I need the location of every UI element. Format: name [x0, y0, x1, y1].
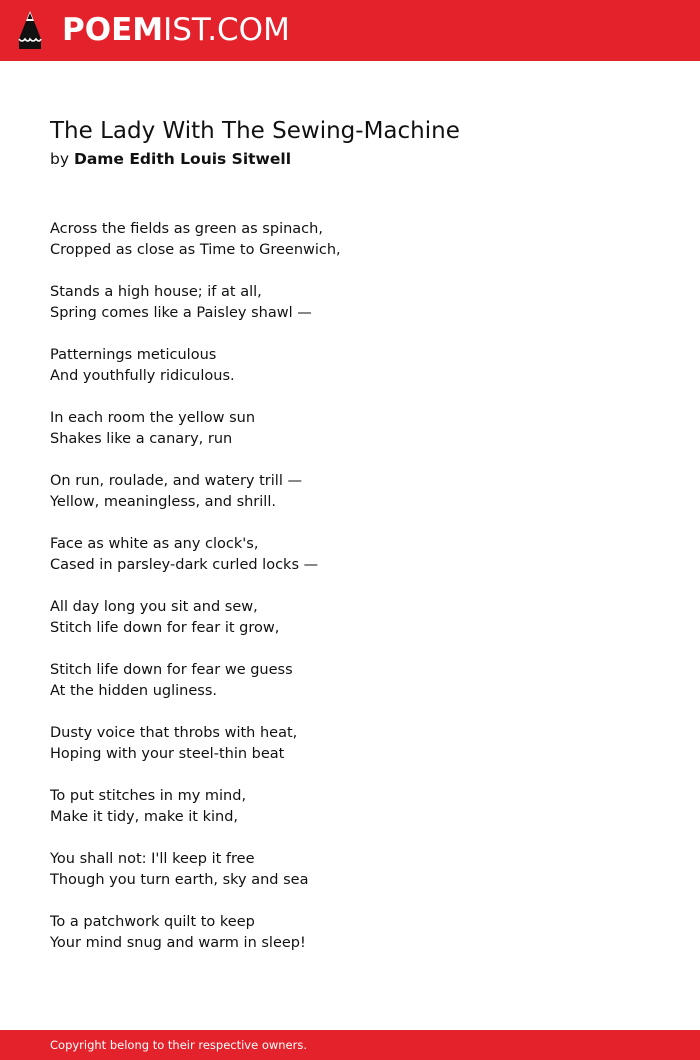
stanza	[50, 660, 650, 702]
stanza	[50, 534, 650, 576]
poem-line: Cropped as close as Time to Greenwich,	[50, 242, 341, 258]
poem-line: At the hidden ugliness.	[50, 683, 217, 699]
stanza	[50, 723, 650, 765]
poem-line: You shall not: I'll keep it free	[50, 851, 255, 867]
pencil-tip-icon	[17, 9, 43, 51]
poem-line: Stands a high house; if at all,	[50, 284, 262, 300]
poem-line: Shakes like a canary, run	[50, 431, 233, 447]
site-footer	[0, 1030, 700, 1060]
site-logo-text	[62, 11, 290, 49]
poem-line: To a patchwork quilt to keep	[50, 914, 255, 930]
stanza	[50, 345, 650, 387]
poem-line: Cased in parsley-dark curled locks —	[50, 557, 319, 573]
poem-line: Patternings meticulous	[50, 347, 217, 363]
stanza	[50, 282, 650, 324]
poem-body	[50, 219, 650, 975]
poem-line: In each room the yellow sun	[50, 410, 256, 426]
poem-line: Yellow, meaningless, and shrill.	[50, 494, 276, 510]
poem-line: Your mind snug and warm in sleep!	[50, 935, 306, 951]
copyright-notice: Copyright belong to their respective owners.	[50, 1038, 308, 1052]
poem-line: Across the fields as green as spinach,	[50, 221, 323, 237]
poem-line: Spring comes like a Paisley shawl —	[50, 305, 312, 321]
logo-light-text: IST.COM	[163, 12, 290, 48]
stanza	[50, 786, 650, 828]
stanza	[50, 912, 650, 954]
poem-line: Dusty voice that throbs with heat,	[50, 725, 298, 741]
stanza	[50, 408, 650, 450]
poem-line: Face as white as any clock's,	[50, 536, 259, 552]
poem-line: Stitch life down for fear it grow,	[50, 620, 280, 636]
by-label: by	[50, 150, 70, 168]
poem-line: And youthfully ridiculous.	[50, 368, 235, 384]
poem-line: Hoping with your steel-thin beat	[50, 746, 285, 762]
poem-line: Though you turn earth, sky and sea	[50, 872, 309, 888]
poem-line: All day long you sit and sew,	[50, 599, 258, 615]
poem-line: On run, roulade, and watery trill —	[50, 473, 302, 489]
poem-title: The Lady With The Sewing-Machine	[50, 118, 460, 144]
site-header	[0, 0, 700, 61]
poem-line: To put stitches in my mind,	[50, 788, 247, 804]
poem-line: Make it tidy, make it kind,	[50, 809, 239, 825]
author-name: Dame Edith Louis Sitwell	[73, 150, 292, 168]
stanza	[50, 471, 650, 513]
logo-bold-text: POEM	[62, 12, 164, 48]
stanza	[50, 597, 650, 639]
poem-line: Stitch life down for fear we guess	[50, 662, 293, 678]
poem-byline	[50, 149, 291, 169]
stanza	[50, 849, 650, 891]
stanza	[50, 219, 650, 261]
